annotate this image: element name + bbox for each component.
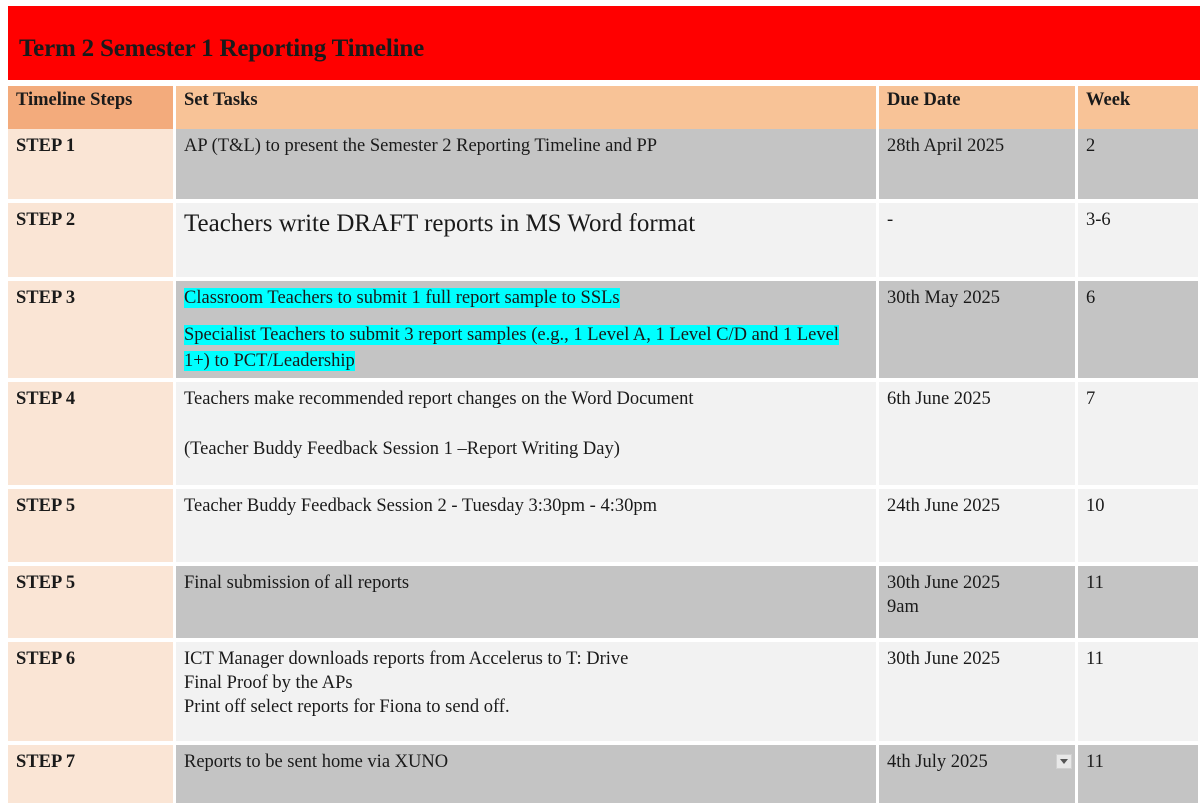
task-cell[interactable] <box>176 277 879 378</box>
week-cell[interactable]: 3-6 <box>1078 199 1198 277</box>
due-date-cell[interactable] <box>879 741 1078 803</box>
highlighted-task-text: Specialist Teachers to submit 3 report samples (e.g., 1 Level A, 1 Level C/D and 1 Level 1+) to PCT/Leadership <box>184 325 839 371</box>
due-date-cell[interactable]: 30th May 2025 <box>879 277 1078 378</box>
table-row <box>8 485 1198 562</box>
week-cell[interactable]: 6 <box>1078 277 1198 378</box>
table-row <box>8 638 1198 741</box>
due-date-cell[interactable] <box>879 562 1078 638</box>
task-text: Print off select reports for Fiona to send off. <box>184 697 510 717</box>
page-title: Term 2 Semester 1 Reporting Timeline <box>19 35 425 62</box>
header-week: Week <box>1078 86 1198 129</box>
week-cell[interactable]: 11 <box>1078 638 1198 741</box>
week-cell[interactable]: 11 <box>1078 741 1198 803</box>
task-text: Final submission of all reports <box>184 573 410 593</box>
due-date-text: 30th June 2025 <box>887 573 1001 593</box>
due-time-text: 9am <box>887 597 919 617</box>
task-text: Teachers make recommended report changes on the Word Document <box>184 389 694 409</box>
highlighted-task-text: Classroom Teachers to submit 1 full report sample to SSLs <box>184 288 620 308</box>
header-timeline-steps: Timeline Steps <box>8 86 176 129</box>
step-label: STEP 1 <box>8 129 176 199</box>
table-row <box>8 562 1198 638</box>
header-due-date: Due Date <box>879 86 1078 129</box>
step-label: STEP 2 <box>8 199 176 277</box>
week-cell[interactable]: 10 <box>1078 485 1198 562</box>
task-text: ICT Manager downloads reports from Accelerus to T: Drive <box>184 649 629 669</box>
title-bar <box>8 6 1200 80</box>
task-text: AP (T&L) to present the Semester 2 Reporting Timeline and PP <box>184 136 658 156</box>
table-row <box>8 129 1198 199</box>
table-row <box>8 199 1198 277</box>
due-date-cell[interactable]: - <box>879 199 1078 277</box>
header-set-tasks: Set Tasks <box>176 86 879 129</box>
step-label: STEP 3 <box>8 277 176 378</box>
week-cell[interactable]: 7 <box>1078 378 1198 485</box>
task-cell[interactable] <box>176 378 879 485</box>
step-label: STEP 5 <box>8 562 176 638</box>
step-label: STEP 4 <box>8 378 176 485</box>
task-text: Reports to be sent home via XUNO <box>184 752 449 772</box>
due-date-cell[interactable]: 6th June 2025 <box>879 378 1078 485</box>
table-row <box>8 378 1198 485</box>
due-date-cell[interactable]: 28th April 2025 <box>879 129 1078 199</box>
task-cell[interactable] <box>176 638 879 741</box>
task-cell[interactable] <box>176 485 879 562</box>
task-text: Teachers write DRAFT reports in MS Word format <box>184 210 696 237</box>
week-cell[interactable]: 2 <box>1078 129 1198 199</box>
task-text: Final Proof by the APs <box>184 673 353 693</box>
due-date-cell[interactable]: 24th June 2025 <box>879 485 1078 562</box>
task-cell[interactable] <box>176 741 879 803</box>
step-label: STEP 7 <box>8 741 176 803</box>
due-date-text: 4th July 2025 <box>887 752 988 772</box>
task-text: (Teacher Buddy Feedback Session 1 –Report Writing Day) <box>184 439 620 459</box>
task-cell[interactable] <box>176 129 879 199</box>
table-row <box>8 277 1198 378</box>
task-cell[interactable] <box>176 199 879 277</box>
task-cell[interactable] <box>176 562 879 638</box>
due-date-cell[interactable]: 30th June 2025 <box>879 638 1078 741</box>
week-cell[interactable]: 11 <box>1078 562 1198 638</box>
step-label: STEP 5 <box>8 485 176 562</box>
task-text: Teacher Buddy Feedback Session 2 - Tuesday 3:30pm - 4:30pm <box>184 496 657 516</box>
timeline-table <box>8 86 1198 803</box>
step-label: STEP 6 <box>8 638 176 741</box>
header-row <box>8 86 1198 129</box>
reporting-timeline-document <box>8 6 1200 803</box>
chevron-down-icon[interactable] <box>1056 754 1072 769</box>
table-row <box>8 741 1198 803</box>
